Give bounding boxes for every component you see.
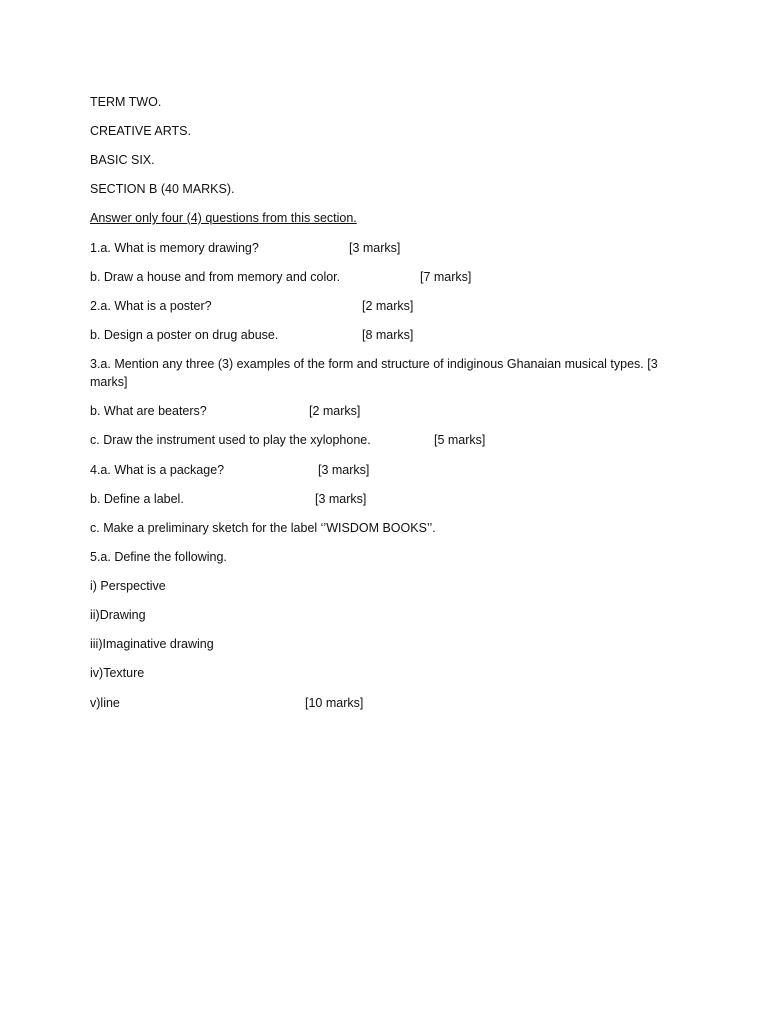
question-3b — [90, 402, 361, 420]
question-text: b. Design a poster on drug abuse. — [90, 328, 279, 342]
question-marks: [7 marks] — [420, 270, 472, 284]
question-2b — [90, 326, 414, 344]
question-marks: [8 marks] — [362, 328, 414, 342]
question-text: b. What are beaters? — [90, 404, 207, 418]
question-text: 2.a. What is a poster? — [90, 299, 212, 313]
list-item-text: v)line — [90, 696, 120, 710]
question-text: c. Make a preliminary sketch for the label ‘’WISDOM BOOKS’’. — [90, 521, 436, 535]
question-3a — [90, 355, 670, 391]
question-text: c. Draw the instrument used to play the xylophone. — [90, 433, 371, 447]
instruction-text: Answer only four (4) questions from this section. — [90, 211, 357, 225]
question-4a — [90, 461, 370, 479]
question-1a — [90, 239, 401, 257]
subject-heading: CREATIVE ARTS. — [90, 124, 191, 138]
question-2a — [90, 297, 414, 315]
question-marks: [3 marks] — [315, 492, 367, 506]
question-marks: [3 marks] — [318, 463, 370, 477]
question-text: 4.a. What is a package? — [90, 463, 225, 477]
list-item-texture: iv)Texture — [90, 666, 145, 680]
question-text: b. Define a label. — [90, 492, 184, 506]
term-heading: TERM TWO. — [90, 95, 162, 109]
question-3c — [90, 431, 486, 449]
section-heading: SECTION B (40 MARKS). — [90, 182, 235, 196]
question-text: b. Draw a house and from memory and color. — [90, 270, 341, 284]
list-item-imaginative-drawing: iii)Imaginative drawing — [90, 637, 214, 651]
list-item-line — [90, 694, 364, 712]
class-heading: BASIC SIX. — [90, 153, 155, 167]
question-marks: [10 marks] — [305, 696, 364, 710]
question-marks: [3 marks] — [349, 241, 401, 255]
question-text: 1.a. What is memory drawing? — [90, 241, 259, 255]
question-marks: [5 marks] — [434, 433, 486, 447]
question-marks: [2 marks] — [362, 299, 414, 313]
question-5a — [90, 548, 227, 566]
list-item-drawing: ii)Drawing — [90, 608, 146, 622]
question-4b — [90, 490, 367, 508]
question-marks: [2 marks] — [309, 404, 361, 418]
question-4c — [90, 519, 436, 537]
list-item-perspective: i) Perspective — [90, 579, 166, 593]
question-text: 5.a. Define the following. — [90, 550, 227, 564]
question-marks: [3 marks] — [90, 357, 658, 389]
question-1b — [90, 268, 472, 286]
question-text: 3.a. Mention any three (3) examples of the form and structure of indiginous Ghanaian musical types. — [90, 357, 644, 371]
